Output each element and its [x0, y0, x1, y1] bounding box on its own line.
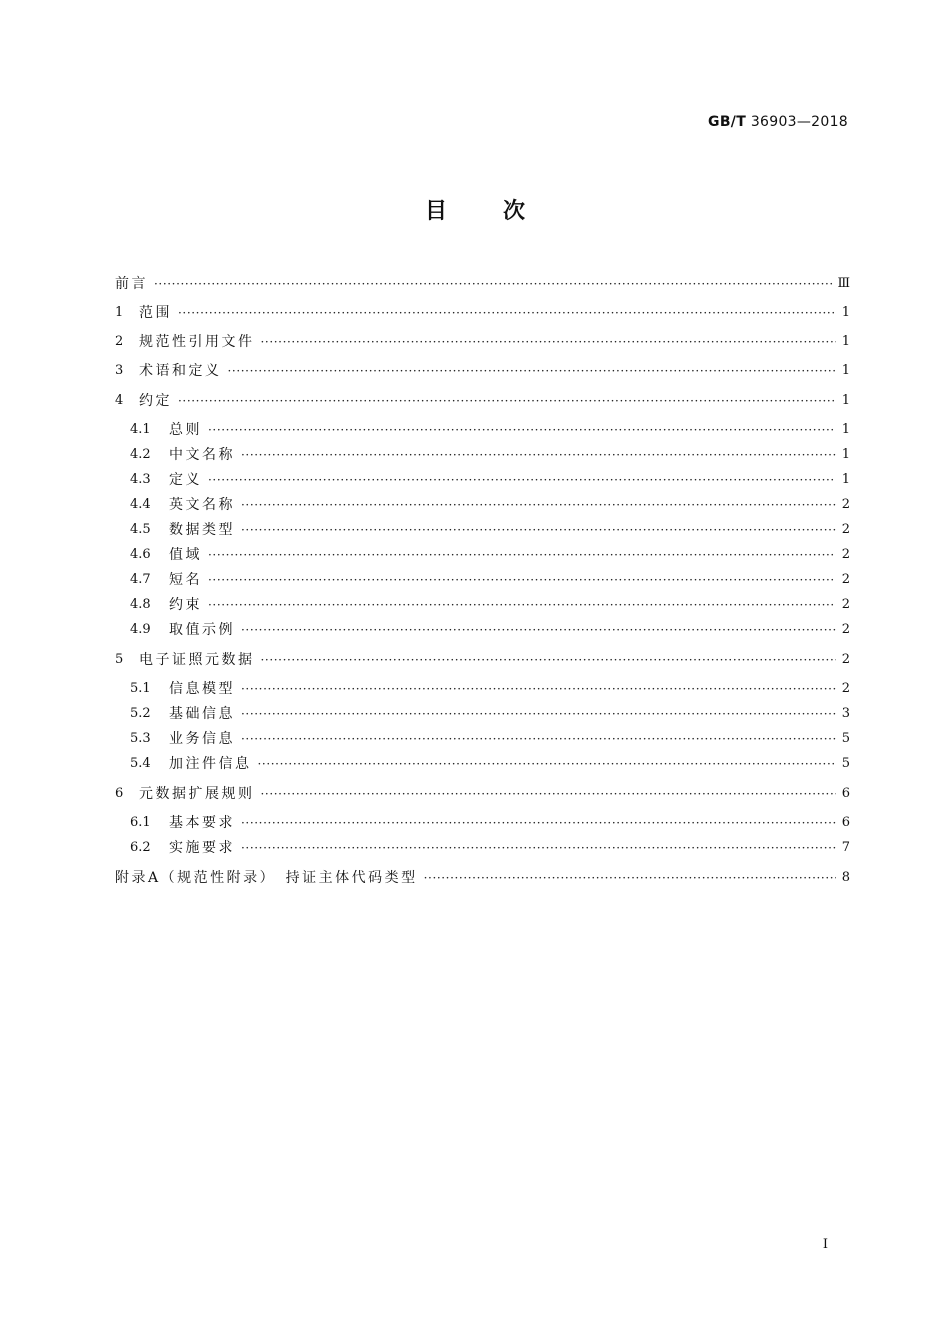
toc-entry-title: 业务信息	[169, 731, 235, 747]
toc-entry-title: 加注件信息	[169, 756, 252, 772]
toc-entry-title: 规范性引用文件	[139, 334, 255, 350]
toc-leader-dots	[241, 729, 836, 749]
toc-leader-dots	[241, 838, 836, 858]
toc-entry[interactable]	[130, 495, 850, 515]
toc-entry-page: 1	[841, 393, 850, 408]
toc-entry-page: 1	[841, 472, 850, 487]
toc-leader-dots	[261, 784, 837, 804]
toc-leader-dots	[424, 868, 836, 888]
toc-entry-page: 6	[841, 815, 850, 830]
toc-entry-number: 5.2	[130, 706, 151, 721]
toc-leader-dots	[261, 650, 837, 670]
standard-prefix: GB/T	[708, 114, 747, 130]
toc-leader-dots	[208, 470, 836, 490]
toc-entry-page: 2	[841, 652, 850, 667]
toc-entry[interactable]	[130, 420, 850, 440]
toc-entry-title: 短名	[169, 572, 202, 588]
toc-entry-number: 4.1	[130, 422, 151, 437]
toc-entry[interactable]	[130, 545, 850, 565]
toc-entry[interactable]	[130, 704, 850, 724]
toc-entry-title: 信息模型	[169, 681, 235, 697]
toc-entry-page: 3	[841, 706, 850, 721]
toc-entry[interactable]	[115, 784, 850, 804]
toc-leader-dots	[178, 303, 836, 323]
toc-entry[interactable]	[115, 868, 850, 888]
toc-leader-dots	[261, 332, 837, 352]
toc-leader-dots	[241, 704, 836, 724]
toc-entry-title: 约束	[169, 597, 202, 613]
toc-leader-dots	[241, 520, 836, 540]
toc-entry-page: Ⅲ	[837, 276, 850, 291]
toc-leader-dots	[228, 361, 837, 381]
toc-entry[interactable]	[130, 470, 850, 490]
toc-leader-dots	[208, 420, 836, 440]
toc-leader-dots	[241, 679, 836, 699]
toc-entry[interactable]	[115, 391, 850, 411]
toc-entry[interactable]	[130, 754, 850, 774]
toc-entry-title: 实施要求	[169, 840, 235, 856]
standard-number: 36903—2018	[750, 114, 848, 130]
toc-leader-dots	[208, 570, 836, 590]
toc-entry-title: 英文名称	[169, 497, 235, 513]
toc-entry-page: 1	[841, 422, 850, 437]
toc-entry-page: 2	[841, 572, 850, 587]
page-title: 目次	[424, 199, 581, 224]
toc-leader-dots	[178, 391, 836, 411]
toc-entry-number: 4.9	[130, 622, 151, 637]
toc-entry[interactable]	[115, 303, 850, 323]
toc-leader-dots	[208, 595, 836, 615]
toc-leader-dots	[241, 620, 836, 640]
toc-entry-title: 电子证照元数据	[139, 652, 255, 668]
toc-entry-title: 约定	[139, 393, 172, 409]
standard-code	[708, 114, 848, 130]
toc-entry-page: 2	[841, 522, 850, 537]
toc-leader-dots	[154, 274, 833, 294]
toc-entry-number: 4.2	[130, 447, 151, 462]
toc-entry[interactable]	[130, 595, 850, 615]
toc-entry-page: 1	[841, 305, 850, 320]
toc-entry-number: 4.5	[130, 522, 151, 537]
toc-entry-title: 基本要求	[169, 815, 235, 831]
toc-entry-title: 附录A（规范性附录） 持证主体代码类型	[115, 870, 418, 886]
toc-entry[interactable]	[115, 332, 850, 352]
toc-entry[interactable]	[130, 520, 850, 540]
toc-entry-number: 6	[115, 786, 124, 801]
toc-entry-number: 5.1	[130, 681, 151, 696]
toc-entry-number: 6.2	[130, 840, 151, 855]
toc-entry-number: 4.6	[130, 547, 151, 562]
toc-entry-title: 范围	[139, 305, 172, 321]
page-number: Ⅰ	[822, 1237, 828, 1252]
toc-entry[interactable]	[130, 570, 850, 590]
toc-entry-title: 术语和定义	[139, 363, 222, 379]
toc-entry-number: 5.4	[130, 756, 151, 771]
toc-entry-title: 中文名称	[169, 447, 235, 463]
toc-leader-dots	[208, 545, 836, 565]
toc-entry[interactable]	[130, 813, 850, 833]
toc-entry-number: 4	[115, 393, 124, 408]
toc-entry-number: 3	[115, 363, 124, 378]
toc-entry-title: 前言	[115, 276, 148, 292]
toc-entry[interactable]	[130, 729, 850, 749]
toc-entry-title: 定义	[169, 472, 202, 488]
toc-entry[interactable]	[130, 620, 850, 640]
toc-entry-number: 4.8	[130, 597, 151, 612]
toc-entry-number: 4.3	[130, 472, 151, 487]
toc-entry-number: 2	[115, 334, 124, 349]
toc-entry-title: 元数据扩展规则	[139, 786, 255, 802]
toc-entry[interactable]	[115, 650, 850, 670]
toc-entry-title: 基础信息	[169, 706, 235, 722]
toc-entry-number: 4.4	[130, 497, 151, 512]
toc-entry-page: 5	[841, 731, 850, 746]
toc-entry-page: 5	[841, 756, 850, 771]
toc-entry-page: 6	[841, 786, 850, 801]
toc-entry[interactable]	[115, 361, 850, 381]
toc-entry-title: 总则	[169, 422, 202, 438]
toc-entry-page: 2	[841, 597, 850, 612]
toc-entry-page: 1	[841, 334, 850, 349]
toc-entry-page: 2	[841, 681, 850, 696]
toc-entry-page: 8	[841, 870, 850, 885]
toc-entry-number: 6.1	[130, 815, 151, 830]
toc-entry-number: 5	[115, 652, 124, 667]
toc-leader-dots	[258, 754, 837, 774]
toc-entry-page: 1	[841, 363, 850, 378]
toc-entry-title: 值域	[169, 547, 202, 563]
toc-entry-number: 4.7	[130, 572, 151, 587]
toc-leader-dots	[241, 495, 836, 515]
toc-entry-number: 1	[115, 305, 124, 320]
toc-entry-title: 取值示例	[169, 622, 235, 638]
toc-entry-page: 2	[841, 497, 850, 512]
toc-entry[interactable]	[130, 838, 850, 858]
toc-leader-dots	[241, 445, 836, 465]
toc-entry-number: 5.3	[130, 731, 151, 746]
toc-entry-page: 7	[841, 840, 850, 855]
toc-entry-page: 2	[841, 622, 850, 637]
toc-entry[interactable]	[130, 679, 850, 699]
toc-leader-dots	[241, 813, 836, 833]
toc-entry-page: 2	[841, 547, 850, 562]
toc-entry-title: 数据类型	[169, 522, 235, 538]
toc-entry[interactable]	[115, 274, 850, 294]
toc-entry[interactable]	[130, 445, 850, 465]
toc-entry-page: 1	[841, 447, 850, 462]
